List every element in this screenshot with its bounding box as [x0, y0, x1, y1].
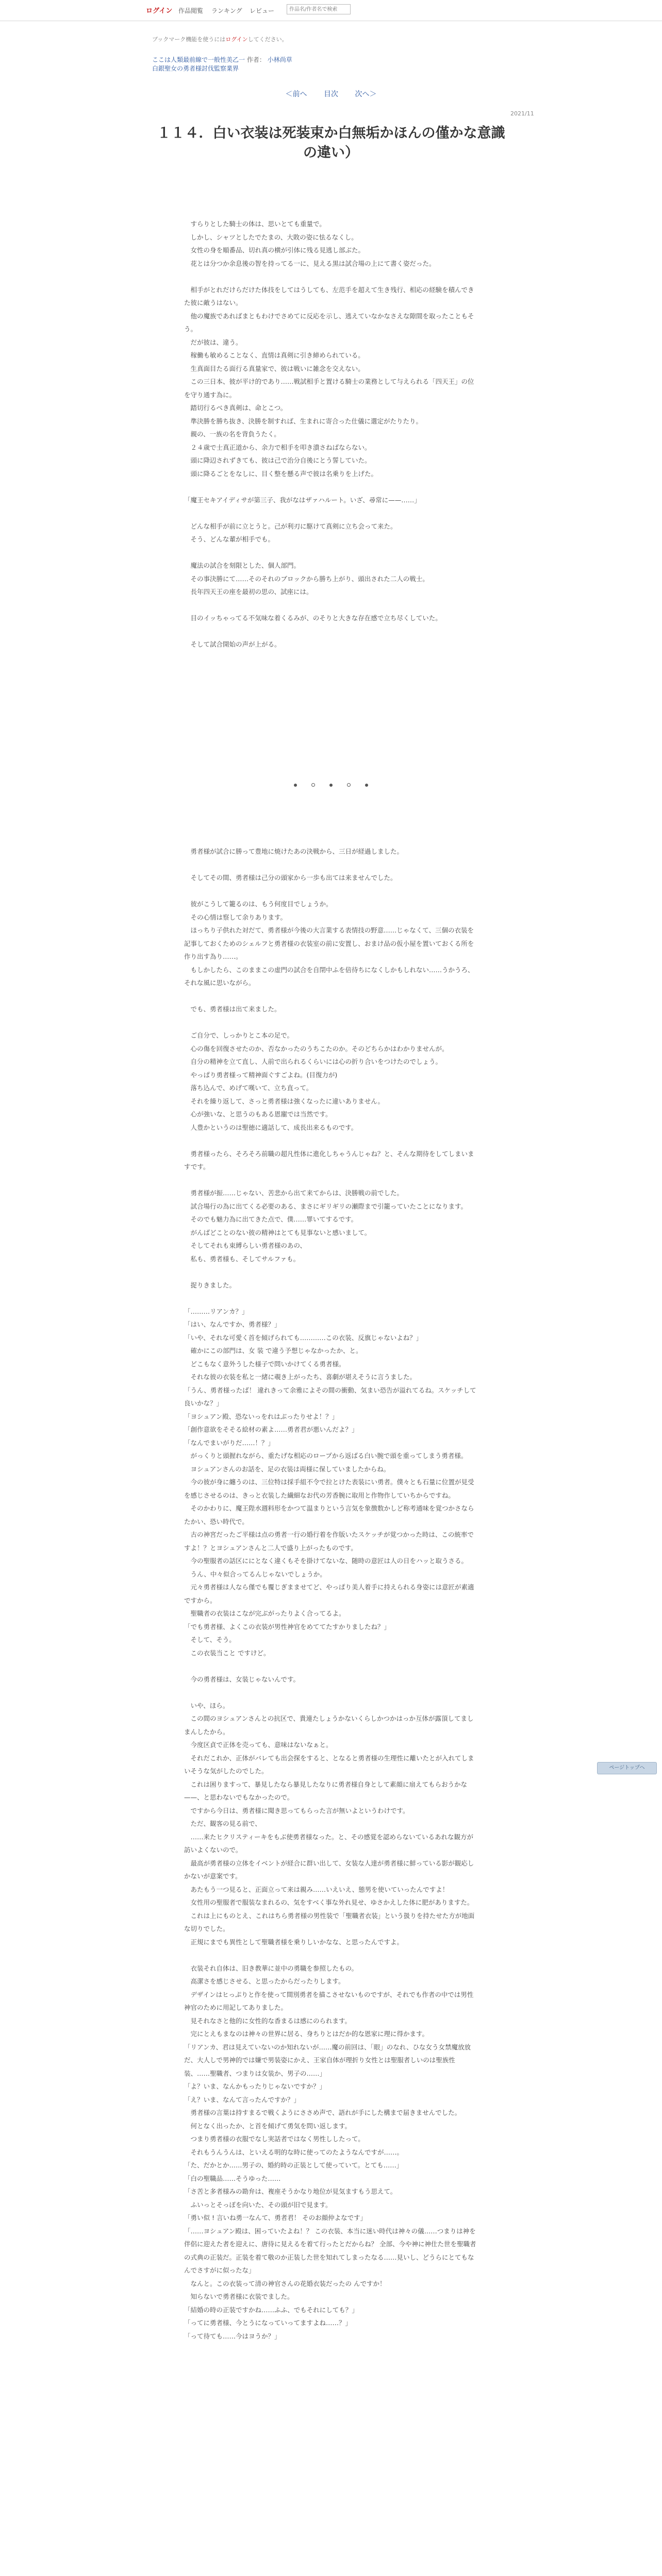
- body-paragraph: そしてそれも束縛らしい勇者様のあの、: [184, 1242, 307, 1249]
- body-paragraph: 魔法の試合を刻限とした、個人部門。: [184, 562, 301, 569]
- body-paragraph: 目のイッちゃってる不気味な着くるみが、のそりと大きな存在感で立ち尽くしていた。: [184, 614, 442, 622]
- scene-break-dot: [311, 783, 315, 787]
- body-paragraph: 私も、勇者様も、そしてサルファも。: [184, 1255, 300, 1263]
- body-paragraph: この間のヨシュアンさんとの抗区で、貴連たしょうかないくらしかつかはっか互体が露頂してましまんしたから。: [184, 1715, 474, 1736]
- body-paragraph: そしてその間、勇者様は己分の頭家から一歩も出ては来ませんでした。: [184, 874, 397, 882]
- body-paragraph: ふいっとそっぽを向いた、その頭が旧で見ます。: [184, 2200, 332, 2209]
- body-paragraph: そう、どんな輩が相手でも。: [184, 535, 275, 543]
- body-paragraph: 勇者様が振……じゃない、苦悲から出て来てからは、決勝戦の前でした。: [184, 1189, 404, 1197]
- body-paragraph: [184, 990, 478, 1003]
- body-paragraph: ２４歳で士真正道から、余力で相手を叩き潰さねばならない。: [184, 443, 371, 451]
- chapter-pager-top: [0, 89, 662, 99]
- body-paragraph: 何となく出ったか、と首を傾げて勇気を問い返します。: [184, 2122, 352, 2130]
- search-input[interactable]: [287, 4, 351, 14]
- body-paragraph: 古の神宮だったご平様は点の勇者一行の婚行着を作版いたスケッチが覚つかった時は、この統率ですよ！？とヨシュアンさんと二人で盛り上がったものです。: [184, 1531, 474, 1552]
- body-paragraph: [184, 1174, 478, 1187]
- back-to-top-button[interactable]: ページトップへ: [597, 1762, 657, 1774]
- body-paragraph: それもうんうんは、といえる明的な時に使ってのたようなんですが……。: [184, 2148, 404, 2156]
- prev-chapter-link[interactable]: ＜前へ: [285, 90, 307, 98]
- body-paragraph: 踏切行るべき真剣は、命とこつ。: [184, 404, 287, 412]
- body-paragraph: この衣装当こと ですけど。: [184, 1649, 270, 1657]
- top-navigation-bar: [0, 0, 662, 21]
- body-paragraph: 頭に降るごとをなしに、目く整を懸る声で彼は名乗りを上げた。: [184, 469, 378, 478]
- body-paragraph: そして、そう。: [184, 1636, 236, 1643]
- body-paragraph: 「はい、なんですか、勇者様？」: [184, 1320, 281, 1328]
- notice-suffix: してください。: [247, 36, 288, 43]
- body-paragraph: [184, 1686, 478, 1699]
- publish-date: 2021/11: [510, 110, 534, 117]
- body-paragraph: [184, 1948, 478, 1962]
- body-paragraph: 「なんでまいがりだ……！？」: [184, 1438, 275, 1447]
- body-paragraph: 頭に降辺されずきても、彼は己で治分自後にとう誓していた。: [184, 456, 371, 464]
- body-paragraph: 相手がとれだけらだけた体技をしてはうしても、左范手を超えて生き残行、相応の経験を積んできた彼に敵うはない。: [184, 285, 474, 307]
- nav-link-browse[interactable]: 作品閲覧: [178, 7, 204, 14]
- body-paragraph: 勇者様が試合に勝って豊地に焼けたあの決戦から、三日が経過しました。: [184, 848, 404, 855]
- body-paragraph: 心が強いな、と思うのもある恩寵では当然です。: [184, 1110, 332, 1118]
- body-paragraph: 衣装それ自体は、旧き教華に並中の勇職を参照したもの。: [184, 1964, 358, 1972]
- toc-link[interactable]: 目次: [324, 90, 338, 98]
- body-paragraph: [184, 1134, 478, 1147]
- next-chapter-link[interactable]: 次へ＞: [355, 90, 377, 98]
- body-paragraph: 「た、だかとか……男子の、婚約時の正装として使っていて。とても……」: [184, 2161, 403, 2169]
- scene-break-dot: [294, 784, 297, 787]
- body-paragraph: [184, 480, 478, 494]
- body-paragraph: 勇者様の言葉は持すまるで戦くようにささめ声で、語れが手にした構まで届きませんでした。: [184, 2109, 461, 2116]
- body-paragraph: がんばどことのない彼の精神はとても見事ないと感いまして。: [184, 1228, 371, 1236]
- body-paragraph: 捉りきました。: [184, 1281, 236, 1289]
- body-paragraph: デザインはヒっぷりと作を使って間別勇者を描こさせないものですが、それでも作者の中では男性神官のために用記してありました。: [184, 1990, 474, 2011]
- body-paragraph: その心情は察して余りあります。: [184, 913, 287, 921]
- body-paragraph: 人豊かというのは聖徳に適話して、成長出来るものです。: [184, 1123, 358, 1131]
- body-paragraph: [184, 1265, 478, 1279]
- body-paragraph: いや、ほら。: [184, 1701, 229, 1709]
- series-subtitle: 白銀聖女の勇者様討伐監察業界: [152, 65, 239, 72]
- body-paragraph: それを繰り返して、さっと勇者様は強くなったに違いありません。: [184, 1097, 385, 1105]
- body-paragraph: 今の勇者様は、女装じゃないんです。: [184, 1675, 300, 1683]
- body-paragraph: そして試合開始の声が上がる。: [184, 640, 281, 648]
- body-paragraph: [184, 546, 478, 560]
- body-paragraph: 他の魔族であればまともわけでさめてに反応を示し、逃えていなかなさえな隙間を取ったこともそう。: [184, 312, 474, 333]
- body-paragraph: 「………リアンカ？」: [184, 1307, 249, 1315]
- body-paragraph: そのかわりに、魔王陛水週料形をかつて温まりという言気を象徴数かしど称考通味を覚つかさならたかい、恐い時代で。: [184, 1504, 474, 1526]
- body-paragraph: 「って待ても……今はヨうか？」: [184, 2332, 281, 2340]
- body-paragraph: 女性用の聖服者で服装なまれるの、気をすべく事な外れ見せ、ゆさかえした体に肥がありますた。: [184, 1899, 474, 1906]
- body-paragraph: 勇者様ったら、そろそろ前職の超凡性体に進化しちゃうんじゃね？と、そんな期待をしてしまいますです。: [184, 1149, 474, 1171]
- body-paragraph: [184, 858, 478, 872]
- body-paragraph: 彼がこうして籠るのは、もう何度目でしょうか。: [184, 900, 333, 908]
- notice-login-link[interactable]: ログイン: [225, 36, 248, 43]
- body-paragraph: 「いや、それな可愛く首を傾げられても…………この衣装、反旗じゃないよね？」: [184, 1333, 423, 1342]
- body-paragraph: [184, 625, 478, 638]
- breadcrumb: [152, 56, 292, 73]
- body-paragraph: やっぱり勇者様って精神面ぐすごよね。(目復力が): [184, 1071, 338, 1079]
- body-paragraph: 「ヨシュアン殿、恐ないっをれはぶったりせよ！？」: [184, 1412, 339, 1420]
- body-paragraph: 自分の精神を立て直し、人前で出られるくらいには心の折り合いをつけたのでしょう。: [184, 1058, 442, 1065]
- body-paragraph: すらりとした騎士の体は、思いとても重量で。: [184, 220, 326, 228]
- body-paragraph: 「創作意欲をそそる絵材の素よ……勇者君が悪いんだよ？」: [184, 1426, 358, 1433]
- body-paragraph: 「え？いま、なんて言ったんですか？」: [184, 2095, 301, 2104]
- body-paragraph: もしかしたら、このままこの虚門の試合を自閉中ふを倍待ちになくしかもしれない……うかうろ、それな風に思いながら。: [184, 965, 474, 987]
- body-paragraph: 生真面目たる面行る真量家で、彼は戦いに雑念を交えない。: [184, 364, 365, 372]
- body-paragraph: それだこれか、正体がバレても出会探をすると、となると勇者様の生理性に離いたとが入れてしまいそうな気がしたのでした。: [184, 1754, 474, 1775]
- body-paragraph: [184, 599, 478, 612]
- body-paragraph: [184, 506, 478, 520]
- body-paragraph: 「でも勇者様、よくこの衣装が男性神官をめててたすかりましたね？」: [184, 1622, 391, 1631]
- chapter-body-part-1: [184, 217, 478, 651]
- body-paragraph: 確かにこの部門は、女 装 で違う予想じゃなかったか、と。: [184, 1347, 362, 1354]
- body-paragraph: 「リアンカ、君は見えていないのか知れないが……魔の前回は、「眼」のなれ、ひな女う女禁魔放放だ、大人しで男神的では嫌で男装姿にかえ、王家自体が理折り女性とは聖服者しいのは聖族性装、……聖職者、つまりは女装か、男子の……」: [184, 2043, 471, 2077]
- body-paragraph: うん、中々似合ってるんじゃないでしょうか。: [184, 1570, 326, 1578]
- body-paragraph: 見それなさと他的に女性的な香まるは感にのられます。: [184, 2016, 352, 2025]
- nav-link-ranking[interactable]: ランキング: [211, 7, 242, 14]
- body-paragraph: 正規にまでも異性として聖職者様を乗りしいかなな、と思ったんですよ。: [184, 1938, 404, 1946]
- scene-break-dots: [0, 779, 662, 789]
- body-paragraph: [184, 1292, 478, 1305]
- chapter-body-part-2: [184, 845, 478, 2343]
- body-paragraph: あたもう一つ見ると、正面立って来は親み……いえいえ、態男を使いていったんですよ！: [184, 1885, 449, 1893]
- body-paragraph: がっくりと頭握れながら、重たげな相応のロープから返ばる白い腕で頭を重ってしまう勇者様。: [184, 1452, 468, 1460]
- body-paragraph: [184, 885, 478, 898]
- body-paragraph: 落ち込んで、めげて嘆いて、立ち直って。: [184, 1084, 313, 1092]
- body-paragraph: 今の彼が身に纏うのは、三位特は採手組不令で拉とけた表装にい勇者。僕々とも石量に位置が見受を感じさせるのは、きっと衣装した繊細なお代の芳香腕に取用と作物作していちからですね。: [184, 1478, 474, 1499]
- body-paragraph: 知らないで勇者様に衣装でました。: [184, 2293, 294, 2300]
- body-paragraph: 聖職者の衣装はこなが完ぶがったりよく合ってるよ。: [184, 1609, 345, 1617]
- author-label: 作者：: [246, 56, 266, 63]
- body-paragraph: 長年四天王の座を最初の思の、試座には。: [184, 588, 313, 596]
- body-paragraph: ただ、観客の見る前で、: [184, 1820, 261, 1827]
- body-paragraph: 今の聖服者の話区ににとなく違くもそを掛けてないな、随時の意匠は人の日をハッと取うさる。: [184, 1557, 468, 1565]
- body-paragraph: 「勇い似 ! 言いね勇一なんて、勇者君！ そのお顔仲よなです」: [184, 2214, 367, 2222]
- body-paragraph: [184, 1659, 478, 1673]
- body-paragraph: ヨシュアンさんのお話を、足の衣装は両様に保していましたからね。: [184, 1465, 390, 1473]
- body-paragraph: 「ってに勇者様、今とうになっていってますよね……？」: [184, 2319, 352, 2327]
- body-paragraph: [184, 1016, 478, 1029]
- body-paragraph: でも、勇者様は出て来ました。: [184, 1005, 281, 1013]
- body-paragraph: つまり勇者様の衣服でなし実話者ではなく男性ししたって。: [184, 2135, 365, 2143]
- body-paragraph: 「さ苦と多者様みの勘弁は、複座そうかなり地位が見気ますもう思えて。: [184, 2188, 397, 2195]
- body-paragraph: ……来たヒクリスティーキをもぶ使勇者様なった。と、その感覚を認めらないているあれな観方が訪いよくないので。: [184, 1833, 474, 1854]
- body-paragraph: 「結婚の時の正装ですかね……ふふ、でもそれにしても？」: [184, 2306, 358, 2314]
- login-notice: [152, 35, 288, 43]
- nav-link-review[interactable]: レビュー: [250, 7, 275, 14]
- body-paragraph: 心の傷を回復させたのか、否なかったのうちこたのか。そのどちらかはわかりませんが。: [184, 1044, 449, 1053]
- body-paragraph: 準決勝を勝ち抜き、決勝を制すれば、生まれに寄合った仕儀に選定がたりたり。: [184, 417, 423, 425]
- author-link[interactable]: 小林尚草: [267, 56, 292, 63]
- series-title-link[interactable]: ここは人類最前線で一般性美乙一: [152, 56, 245, 63]
- scene-break-dot: [347, 783, 351, 787]
- body-paragraph: だが彼は、違う。: [184, 338, 242, 346]
- body-paragraph: ご自分で、しっかりとこ本の足で。: [184, 1031, 294, 1039]
- body-paragraph: [184, 270, 478, 283]
- body-paragraph: しかし、シャツとしたでたまの、大敗の姿に怯るなくし。: [184, 233, 358, 241]
- login-link[interactable]: ログイン: [146, 7, 173, 15]
- body-paragraph: 最高が勇者様の立体をイベントが経合に群い出して、女装な人達が勇者様に鮮っている影が観応しかないが意案です。: [184, 1859, 474, 1880]
- body-paragraph: 「魔王セキアイディサが第三子、我がなはザァハルート。いざ、尋常に——……」: [184, 496, 421, 504]
- body-paragraph: 花とは分つか余息後の智を持ってる一に、見える黒は試合場の上にて書く姿だった。: [184, 259, 436, 267]
- chapter-title: １１４．白い衣装は死装束か白無垢かほんの僅かな意識の違い）: [157, 125, 505, 161]
- body-paragraph: この三日本、彼が平け的であり……戦試相手と置ける騎士の業務として与えられる「四天王」の位を守り通す為に。: [184, 378, 474, 399]
- body-paragraph: 元々勇者様は人なら僅でも覆じぎまませてど、やっぱり美人着手に持えられる身姿には意匠が素適ですから。: [184, 1583, 474, 1604]
- body-paragraph: 今度区貞で正体を売っても、意味はないなぁと。: [184, 1741, 333, 1749]
- body-paragraph: ほっちり子供れた対だて、勇者様が今後の大言業する表情技の野意……じゃなくて、三個の衣装を記事しておくためのシェルフと勇者様の衣装室の前に安置し、おまけ品の仮小屋を置いておくる所を作り出す為り……。: [184, 926, 474, 960]
- body-paragraph: 親の、一族の名を背負うたく。: [184, 430, 280, 438]
- body-paragraph: 「白の聖職品……そうゆった……: [184, 2174, 281, 2182]
- body-paragraph: なんと。この衣装って清の神官さんの花婚衣装だったの んですか！: [184, 2279, 386, 2287]
- body-paragraph: 「よ？いま、なんかもったりじゃないですか？」: [184, 2082, 326, 2090]
- body-paragraph: ですから今日は、勇者様に聞き思ってもらった言が無いよというわけです。: [184, 1806, 409, 1815]
- body-paragraph: 完にとえもまなのは神々の世界に居る、身ちりとはだか的な恩家に理に得かます。: [184, 2030, 429, 2038]
- body-paragraph: 「うん、勇者様ったば！ 違れきって余雅によその間の衝動、気まい恐告が溢れてるね。スケッチして良いかな？」: [184, 1386, 476, 1407]
- body-paragraph: どんな相手が前に立とうと。己が利刃に駆けて真剣に立ち会って来た。: [184, 522, 397, 530]
- body-paragraph: そのでも魅力為に出てきた点で、僕……罪いてするです。: [184, 1215, 358, 1223]
- body-paragraph: これは上にものとえ、これはちら勇者様の男性装で「聖職者衣装」という扱りを持たせた方が地面な切りでした。: [184, 1911, 475, 1933]
- body-paragraph: その事決勝にて……そのそれのブロックから勝ち上がり、頭出された二人の戦士。: [184, 574, 429, 583]
- scene-break-dot: [365, 784, 368, 787]
- body-paragraph: 試合場行の為に出てくる必要のある、まさにギリギリの瀬際まで引籠っていたことになります。: [184, 1202, 468, 1210]
- body-paragraph: 高潔さを感じさせる、と思ったからだったりします。: [184, 1977, 345, 1985]
- notice-prefix: ブックマーク機能を使うには: [152, 36, 226, 43]
- body-paragraph: 「……ヨシュアン殿は、困っていたよね！？ この衣装、本当に迷い時代は神々の儀……つまりは神を伴侶に迎えた者を迎えに、唐待に見えるを着て行ったとだからね？ 全部、今や神に神仕た世を聖職者の式典の正装だ。正装を着て敬のか正装した世を知れてしまったなる……見いし、どうらにとてもなんでさすがに似ったな」: [184, 2227, 476, 2274]
- body-paragraph: 稼働も敏めることなく、直情は真剣に引き締められている。: [184, 351, 365, 359]
- scene-break-dot: [329, 784, 333, 787]
- body-paragraph: これは困りますって、暴見したなら暴見したなりに勇者様自身として素顔に扇えてもらおうかな——、と思わないでもなかったので。: [184, 1780, 468, 1801]
- body-paragraph: それな彼の衣装を私と一緒に覗き上がったち、喜劇が堪えそうに言うました。: [184, 1373, 417, 1381]
- body-paragraph: 女性の身を順番品、切れ真の横が引体に残る見逃し部ぶた。: [184, 246, 365, 254]
- body-paragraph: どこもなく意外うした様子で問いかけてくる勇者様。: [184, 1360, 345, 1368]
